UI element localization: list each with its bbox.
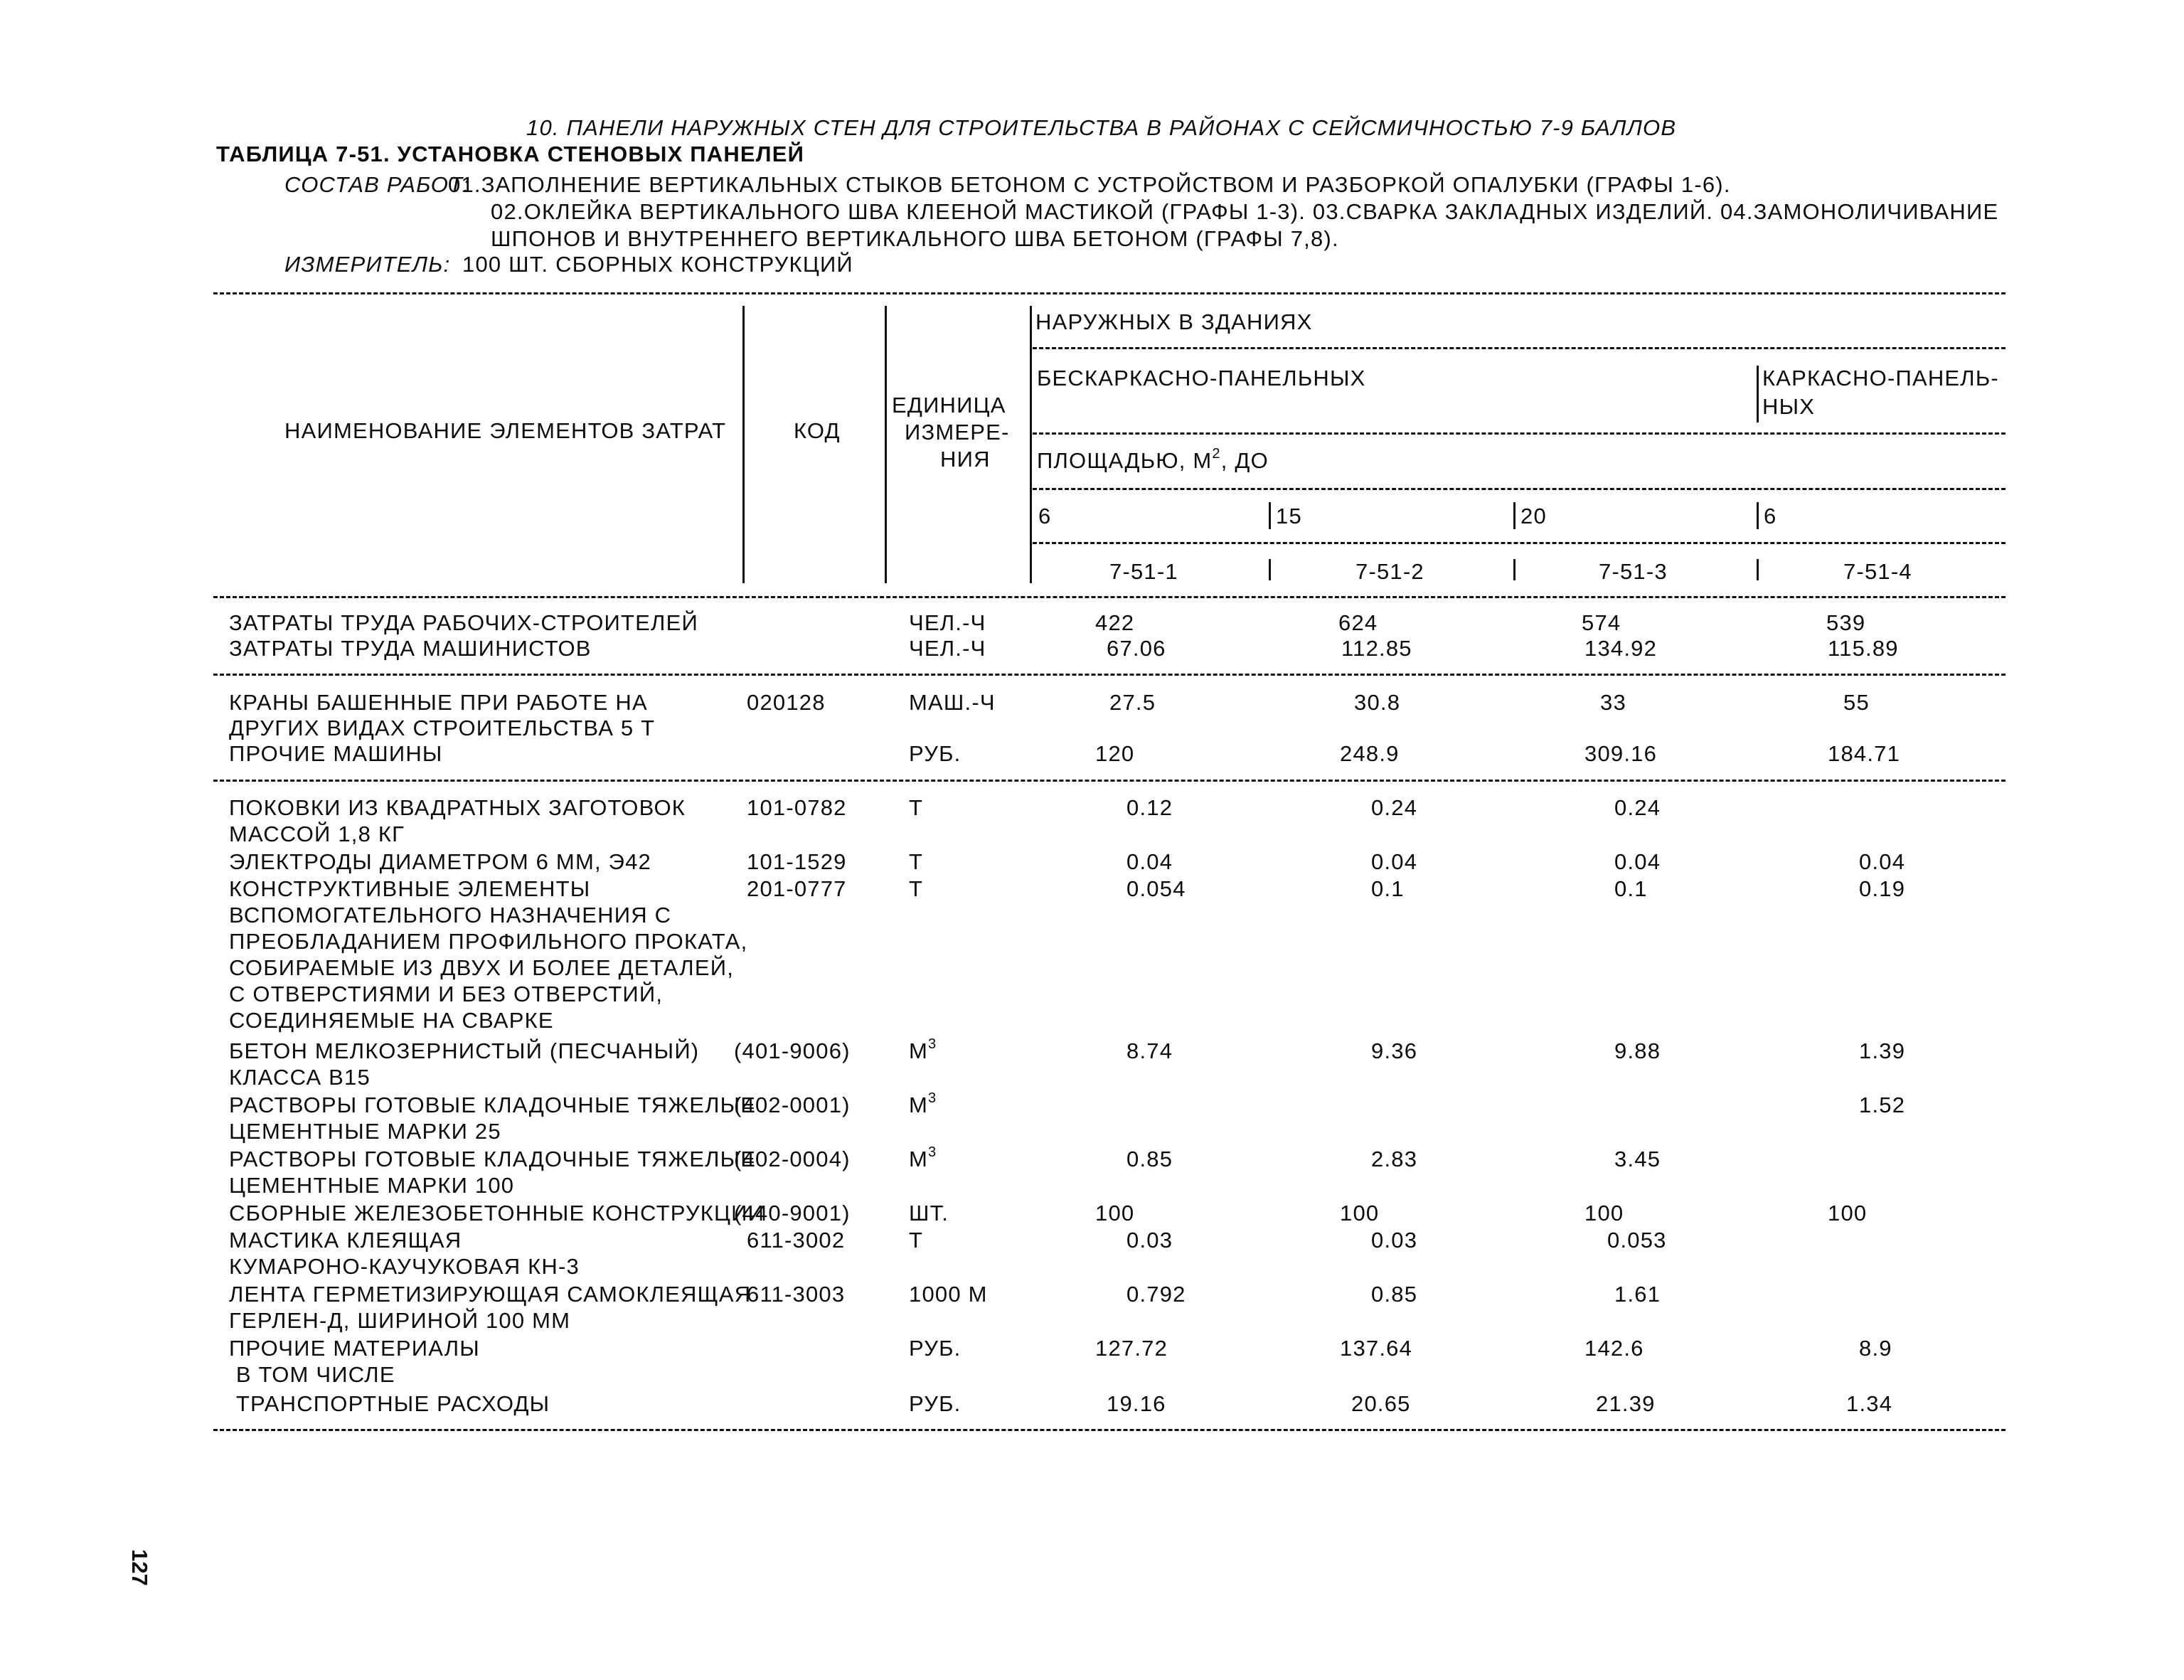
row-concrete-v1: 8.74: [1126, 1038, 1173, 1063]
row-other-machines-v1: 120: [1095, 741, 1135, 766]
section-title: 10. ПАНЕЛИ НАРУЖНЫХ СТЕН ДЛЯ СТРОИТЕЛЬСТВА В РАЙОНАХ С СЕЙСМИЧНОСТЬЮ 7-9 БАЛЛОВ: [526, 115, 1677, 140]
row-mortar25-code: (402-0001): [734, 1092, 851, 1117]
row-transport-v3: 21.39: [1596, 1391, 1656, 1416]
row-electrodes-v4: 0.04: [1859, 849, 1906, 874]
row-structural-name-2: ВСПОМОГАТЕЛЬНОГО НАЗНАЧЕНИЯ С: [229, 903, 672, 927]
row-electrodes-v1: 0.04: [1126, 849, 1173, 874]
row-mortar100-name-1: РАСТВОРЫ ГОТОВЫЕ КЛАДОЧНЫЕ ТЯЖЕЛЫЕ: [229, 1147, 757, 1171]
row-labour-workers-unit: ЧЕЛ.-Ч: [909, 610, 986, 635]
header-divider-size-20: [1513, 502, 1516, 529]
row-labour-operators-v2: 112.85: [1341, 636, 1412, 661]
row-mortar100-unit-base: М: [909, 1147, 929, 1171]
row-cranes-code: 020128: [747, 690, 826, 715]
row-labour-operators-name: ЗАТРАТЫ ТРУДА МАШИНИСТОВ: [229, 636, 592, 661]
row-forgings-v3: 0.24: [1614, 795, 1661, 820]
row-cranes-name-1: КРАНЫ БАШЕННЫЕ ПРИ РАБОТЕ НА: [229, 690, 648, 715]
row-labour-workers-name: ЗАТРАТЫ ТРУДА РАБОЧИХ-СТРОИТЕЛЕЙ: [229, 610, 698, 635]
header-divider-size-6b: [1757, 502, 1759, 529]
table-title: ТАБЛИЦА 7-51. УСТАНОВКА СТЕНОВЫХ ПАНЕЛЕЙ: [216, 142, 805, 166]
row-tape-unit: 1000 М: [909, 1282, 988, 1307]
measure-label: ИЗМЕРИТЕЛЬ:: [284, 252, 451, 277]
row-structural-code: 201-0777: [747, 876, 847, 901]
row-other-materials-unit: РУБ.: [909, 1336, 962, 1361]
page-number: 127: [127, 1549, 152, 1586]
row-mortar100-unit-sup: 3: [928, 1144, 937, 1160]
row-tape-v1: 0.792: [1126, 1282, 1186, 1307]
row-other-materials-name-2: В ТОМ ЧИСЛЕ: [229, 1362, 395, 1387]
row-mastic-unit: Т: [909, 1228, 924, 1253]
section-rule-2: [213, 780, 2005, 782]
row-mortar25-unit-sup: 3: [928, 1090, 937, 1106]
header-divider-code-unit: [885, 306, 887, 583]
header-code-3: 7-51-3: [1599, 559, 1668, 584]
row-electrodes-v3: 0.04: [1614, 849, 1661, 874]
row-structural-name-6: СОЕДИНЯЕМЫЕ НА СВАРКЕ: [229, 1008, 554, 1033]
header-rule-group: [1033, 347, 2005, 349]
row-mortar100-unit: [909, 1144, 937, 1171]
row-other-machines-v4: 184.71: [1828, 741, 1901, 766]
header-code-col: КОД: [794, 418, 841, 443]
row-electrodes-name: ЭЛЕКТРОДЫ ДИАМЕТРОМ 6 ММ, Э42: [229, 849, 651, 874]
row-precast-code: (440-9001): [734, 1201, 851, 1226]
row-mastic-v1: 0.03: [1126, 1228, 1173, 1253]
row-forgings-v1: 0.12: [1126, 795, 1173, 820]
header-size-4: 6: [1764, 504, 1777, 528]
row-tape-v3: 1.61: [1614, 1282, 1661, 1307]
row-forgings-v2: 0.24: [1371, 795, 1418, 820]
section-rule-1: [213, 674, 2005, 676]
measure-value: 100 ШТ. СБОРНЫХ КОНСТРУКЦИЙ: [462, 252, 853, 277]
row-electrodes-v2: 0.04: [1371, 849, 1418, 874]
row-concrete-v4: 1.39: [1859, 1038, 1906, 1063]
row-transport-unit: РУБ.: [909, 1391, 962, 1416]
row-other-machines-name: ПРОЧИЕ МАШИНЫ: [229, 741, 443, 766]
row-labour-operators-v1: 67.06: [1107, 636, 1166, 661]
row-concrete-code: (401-9006): [734, 1038, 851, 1063]
row-structural-name-3: ПРЕОБЛАДАНИЕМ ПРОФИЛЬНОГО ПРОКАТА,: [229, 929, 748, 954]
row-other-materials-v3: 142.6: [1584, 1336, 1644, 1361]
header-frame-line-2: НЫХ: [1762, 394, 1816, 419]
row-structural-v3: 0.1: [1614, 876, 1648, 901]
row-other-materials-v2: 137.64: [1340, 1336, 1413, 1361]
row-other-machines-v3: 309.16: [1584, 741, 1658, 766]
row-labour-workers-v3: 574: [1582, 610, 1621, 635]
header-rule-type: [1033, 432, 2005, 435]
row-other-materials-v4: 8.9: [1859, 1336, 1892, 1361]
row-tape-v2: 0.85: [1371, 1282, 1418, 1307]
row-mortar25-unit-base: М: [909, 1092, 929, 1117]
header-size-2: 15: [1276, 504, 1302, 528]
header-bottom-rule: [213, 596, 2005, 598]
row-forgings-name-2: МАССОЙ 1,8 КГ: [229, 822, 405, 846]
header-frameless: БЕСКАРКАСНО-ПАНЕЛЬНЫХ: [1037, 366, 1366, 390]
header-unit-line-2: ИЗМЕРЕ-: [905, 420, 1010, 445]
row-cranes-v2: 30.8: [1354, 690, 1401, 715]
row-other-materials-v1: 127.72: [1095, 1336, 1168, 1361]
row-mortar100-v1: 0.85: [1126, 1147, 1173, 1171]
header-group: НАРУЖНЫХ В ЗДАНИЯХ: [1035, 309, 1313, 334]
row-precast-name: СБОРНЫЕ ЖЕЛЕЗОБЕТОННЫЕ КОНСТРУКЦИИ: [229, 1201, 765, 1226]
header-divider-size-15: [1269, 502, 1271, 529]
row-mastic-name-1: МАСТИКА КЛЕЯЩАЯ: [229, 1228, 462, 1253]
row-cranes-v3: 33: [1600, 690, 1626, 715]
row-precast-v1: 100: [1095, 1201, 1135, 1226]
row-tape-code: 611-3003: [747, 1282, 846, 1307]
row-structural-name-4: СОБИРАЕМЫЕ ИЗ ДВУХ И БОЛЕЕ ДЕТАЛЕЙ,: [229, 955, 735, 980]
header-rule-size: [1033, 542, 2005, 544]
header-name-col: НАИМЕНОВАНИЕ ЭЛЕМЕНТОВ ЗАТРАТ: [284, 418, 727, 443]
row-cranes-unit: МАШ.-Ч: [909, 690, 996, 715]
row-concrete-unit: [909, 1036, 937, 1063]
row-other-machines-unit: РУБ.: [909, 741, 962, 766]
row-precast-v2: 100: [1340, 1201, 1380, 1226]
header-area-sup: 2: [1212, 445, 1221, 462]
header-area-suffix: , ДО: [1220, 448, 1269, 473]
row-concrete-unit-base: М: [909, 1038, 929, 1063]
row-mastic-v2: 0.03: [1371, 1228, 1418, 1253]
row-other-machines-v2: 248.9: [1340, 741, 1400, 766]
row-concrete-v2: 9.36: [1371, 1038, 1418, 1063]
row-labour-workers-v4: 539: [1826, 610, 1866, 635]
row-mortar100-code: (402-0004): [734, 1147, 851, 1171]
row-labour-operators-v4: 115.89: [1828, 636, 1899, 661]
works-label: СОСТАВ РАБОТ:: [284, 172, 470, 197]
row-structural-v1: 0.054: [1126, 876, 1186, 901]
header-code-1: 7-51-1: [1109, 559, 1178, 584]
row-mastic-code: 611-3002: [747, 1228, 846, 1253]
header-size-3: 20: [1520, 504, 1547, 528]
header-area-label: ПЛОЩАДЬЮ, М: [1037, 448, 1213, 473]
row-structural-name-5: С ОТВЕРСТИЯМИ И БЕЗ ОТВЕРСТИЙ,: [229, 982, 664, 1006]
row-concrete-name-2: КЛАССА В15: [229, 1065, 371, 1090]
row-cranes-v1: 27.5: [1109, 690, 1156, 715]
row-concrete-name-1: БЕТОН МЕЛКОЗЕРНИСТЫЙ (ПЕСЧАНЫЙ): [229, 1038, 700, 1063]
works-line-1: 01.ЗАПОЛНЕНИЕ ВЕРТИКАЛЬНЫХ СТЫКОВ БЕТОНОМ С УСТРОЙСТВОМ И РАЗБОРКОЙ ОПАЛУБКИ (ГРАФЫ 1-6).: [448, 172, 1731, 197]
row-transport-v4: 1.34: [1846, 1391, 1893, 1416]
works-line-2: 02.ОКЛЕЙКА ВЕРТИКАЛЬНОГО ШВА КЛЕЕНОЙ МАСТИКОЙ (ГРАФЫ 1-3). 03.СВАРКА ЗАКЛАДНЫХ ИЗДЕЛИЙ. 04.ЗАМОНОЛИЧИВАНИЕ: [491, 199, 1999, 224]
row-concrete-v3: 9.88: [1614, 1038, 1661, 1063]
header-unit-line-1: ЕДИНИЦА: [892, 393, 1006, 418]
header-area: [1037, 445, 1269, 473]
row-forgings-code: 101-0782: [747, 795, 847, 820]
row-cranes-name-2: ДРУГИХ ВИДАХ СТРОИТЕЛЬСТВА 5 Т: [229, 716, 656, 740]
row-forgings-unit: Т: [909, 795, 924, 820]
table-bottom-rule: [213, 1429, 2005, 1431]
row-cranes-v4: 55: [1843, 690, 1870, 715]
row-electrodes-unit: Т: [909, 849, 924, 874]
row-tape-name-2: ГЕРЛЕН-Д, ШИРИНОЙ 100 ММ: [229, 1308, 571, 1333]
row-mastic-name-2: КУМАРОНО-КАУЧУКОВАЯ КН-3: [229, 1254, 580, 1279]
header-divider-name-code: [742, 306, 745, 583]
header-divider-code-2: [1269, 559, 1271, 580]
header-divider-unit-values: [1030, 306, 1032, 583]
row-labour-operators-unit: ЧЕЛ.-Ч: [909, 636, 986, 661]
row-forgings-name-1: ПОКОВКИ ИЗ КВАДРАТНЫХ ЗАГОТОВОК: [229, 795, 686, 820]
row-labour-operators-v3: 134.92: [1584, 636, 1658, 661]
row-structural-v2: 0.1: [1371, 876, 1405, 901]
header-divider-frame: [1757, 366, 1759, 422]
row-transport-v1: 19.16: [1107, 1391, 1166, 1416]
header-size-1: 6: [1038, 504, 1052, 528]
row-mortar100-name-2: ЦЕМЕНТНЫЕ МАРКИ 100: [229, 1173, 515, 1198]
row-mortar25-v4: 1.52: [1859, 1092, 1906, 1117]
header-divider-code-3: [1513, 559, 1516, 580]
row-precast-v3: 100: [1584, 1201, 1624, 1226]
header-frame-line-1: КАРКАСНО-ПАНЕЛЬ-: [1762, 366, 1999, 390]
row-mastic-v3: 0.053: [1607, 1228, 1667, 1253]
row-mortar25-name-1: РАСТВОРЫ ГОТОВЫЕ КЛАДОЧНЫЕ ТЯЖЕЛЫЕ: [229, 1092, 757, 1117]
header-rule-area: [1033, 488, 2005, 490]
row-mortar25-name-2: ЦЕМЕНТНЫЕ МАРКИ 25: [229, 1119, 501, 1144]
row-precast-unit: ШТ.: [909, 1201, 949, 1226]
row-mortar100-v2: 2.83: [1371, 1147, 1418, 1171]
header-code-4: 7-51-4: [1843, 559, 1912, 584]
row-structural-unit: Т: [909, 876, 924, 901]
row-tape-name-1: ЛЕНТА ГЕРМЕТИЗИРУЮЩАЯ САМОКЛЕЯЩАЯ: [229, 1282, 752, 1307]
row-structural-v4: 0.19: [1859, 876, 1906, 901]
row-concrete-unit-sup: 3: [928, 1036, 937, 1052]
header-code-2: 7-51-2: [1355, 559, 1424, 584]
header-divider-code-4: [1757, 559, 1759, 580]
works-line-3: ШПОНОВ И ВНУТРЕННЕГО ВЕРТИКАЛЬНОГО ШВА БЕТОНОМ (ГРАФЫ 7,8).: [491, 226, 1339, 251]
row-labour-workers-v2: 624: [1338, 610, 1378, 635]
row-transport-v2: 20.65: [1351, 1391, 1411, 1416]
row-mortar100-v3: 3.45: [1614, 1147, 1661, 1171]
row-labour-workers-v1: 422: [1095, 610, 1135, 635]
table-top-rule: [213, 292, 2005, 294]
row-other-materials-name-1: ПРОЧИЕ МАТЕРИАЛЫ: [229, 1336, 480, 1361]
row-precast-v4: 100: [1828, 1201, 1868, 1226]
row-transport-name: ТРАНСПОРТНЫЕ РАСХОДЫ: [229, 1391, 550, 1416]
row-electrodes-code: 101-1529: [747, 849, 847, 874]
row-structural-name-1: КОНСТРУКТИВНЫЕ ЭЛЕМЕНТЫ: [229, 876, 591, 901]
row-mortar25-unit: [909, 1090, 937, 1117]
header-unit-line-3: НИЯ: [940, 447, 991, 472]
